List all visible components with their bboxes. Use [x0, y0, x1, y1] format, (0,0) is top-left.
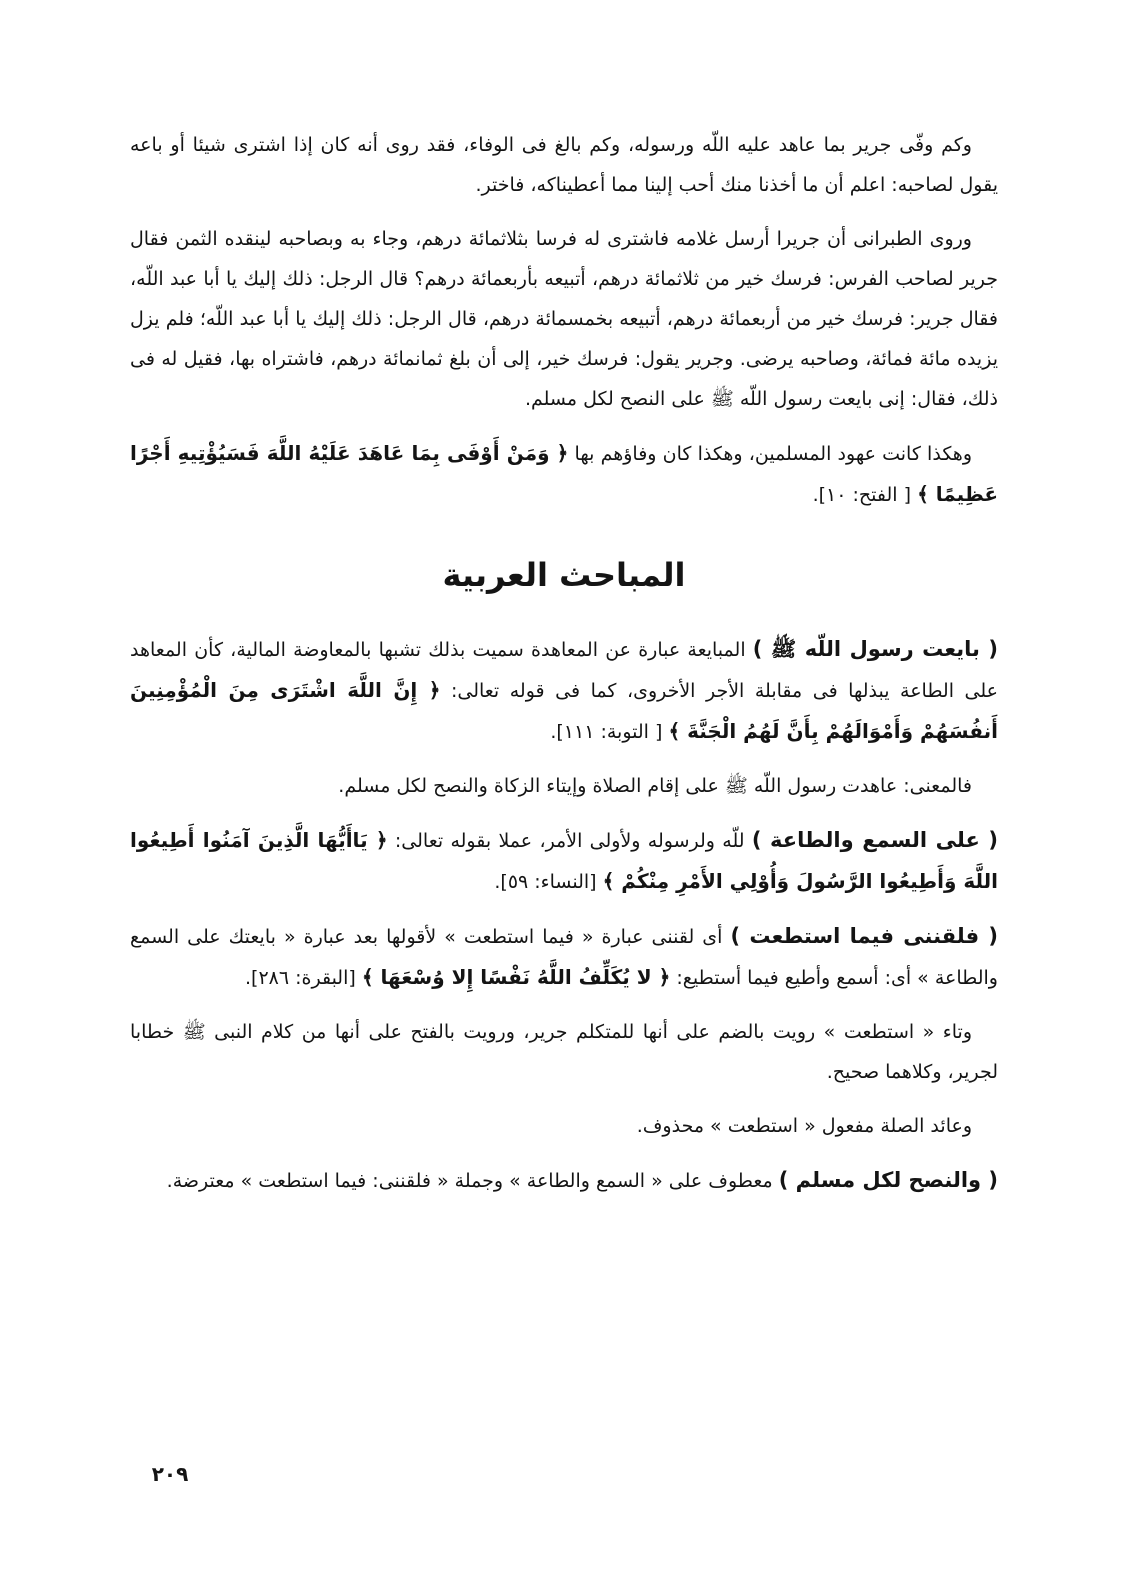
paragraph-hearing-obedience — [130, 820, 998, 902]
page-number: ٢٠٩ — [151, 1462, 189, 1486]
paragraph-nasiha — [130, 1160, 998, 1201]
paragraph-muslim-covenants — [130, 433, 998, 515]
term-explanation: للّه ولرسوله ولأولى الأمر، عملا بقوله تعالى: — [394, 830, 745, 852]
text-lead: وهكذا كانت عهود المسلمين، وهكذا كان وفاؤهم بها — [574, 443, 972, 465]
paragraph-relative-clause: وعائد الصلة مفعول « استطعت » محذوف. — [636, 1115, 972, 1137]
quran-verse-nisa: ﴿ يَاأَيُّهَا الَّذِينَ آمَنُوا أَطِيعُوا اللَّهَ وَأَطِيعُوا الرَّسُولَ وَأُوْلِي الأَمْرِ مِنْكُمْ ﴾ — [130, 828, 998, 893]
verse-reference: [النساء: ٥٩]. — [494, 871, 597, 893]
term-explanation: المبايعة عبارة عن المعاهدة سميت بذلك تشبها بالمعاوضة المالية، كأن المعاهد على الطاعة يبذلها فى مقابلة الأجر الأخروى، كما فى قوله تعالى: — [130, 639, 998, 702]
term-heading: ( فلقننى فيما استطعت ) — [730, 924, 998, 948]
quran-verse-fath: ﴿ وَمَنْ أَوْفَى بِمَا عَاهَدَ عَلَيْهُ اللَّهَ فَسَيُؤْتِيهِ أَجْرًا عَظِيمًا ﴾ — [130, 441, 998, 506]
paragraph-taa-istataat: وتاء « استطعت » رويت بالضم على أنها للمتكلم جرير، ورويت بالفتح على أنها من كلام النبى ﷺ خطابا لجرير، وكلاهما صحيح. — [130, 1021, 998, 1083]
quran-verse-tawba: ﴿ إِنَّ اللَّهَ اشْتَرَى مِنَ الْمُؤْمِنِينَ أَنفُسَهُمْ وَأَمْوَالَهُمْ بِأَنَّ لَهُمُ الْجَنَّةَ ﴾ — [130, 678, 998, 743]
paragraph-meaning: فالمعنى: عاهدت رسول اللّه ﷺ على إقام الصلاة وإيتاء الزكاة والنصح لكل مسلم. — [338, 775, 972, 797]
paragraph-jarir-fulfillment: وكم وفّى جرير بما عاهد عليه اللّه ورسوله، وكم بالغ فى الوفاء، فقد روى أنه كان إذا اشترى شيئا أو باعه يقول لصاحبه: اعلم أن ما أخذنا منك أحب إلينا مما أعطيناكه، فاختر. — [130, 134, 998, 196]
paragraph-tabarani-horse-story: وروى الطبرانى أن جريرا أرسل غلامه فاشترى له فرسا بثلاثمائة درهم، وجاء به وبصاحبه لينقده الثمن فقال جرير لصاحب الفرس: فرسك خير من ثلاثمائة درهم، أتبيعه بأربعمائة درهم؟ قال الرجل: ذلك إليك يا أبا عبد اللّه، فقال جرير: فرسك خير من أربعمائة درهم، أتبيعه بخمسمائة درهم، قال الرجل: ذلك إليك يا أبا عبد اللّه؛ فلم يزل يزيده مائة فمائة، وصاحبه يرضى. وجرير يقول: فرسك خير، إلى أن بلغ ثمانمائة درهم، فاشتراه بها، فقيل له فى ذلك، فقال: إنى بايعت رسول اللّه ﷺ على النصح لكل مسلم. — [130, 228, 998, 410]
term-explanation: معطوف على « السمع والطاعة » وجملة « فلقننى: فيما استطعت » معترضة. — [166, 1170, 773, 1192]
quran-verse-baqara: ﴿ لا يُكَلِّفُ اللَّهُ نَفْسًا إِلا وُسْعَهَا ﴾ — [361, 965, 671, 989]
term-heading: ( على السمع والطاعة ) — [751, 828, 999, 852]
term-heading: ( والنصح لكل مسلم ) — [778, 1168, 998, 1192]
verse-reference: [ التوبة: ١١١]. — [550, 721, 663, 743]
paragraph-laqqanani — [130, 916, 998, 998]
paragraph-bayat-explanation — [130, 629, 998, 752]
term-heading: ( بايعت رسول اللّه ﷺ ) — [752, 637, 998, 661]
document-page — [130, 125, 998, 1201]
term-explanation: أى لقننى عبارة « فيما استطعت » لأقولها بعد عبارة « بايعتك على السمع والطاعة » أى: أسمع وأطيع فيما أستطيع: — [130, 926, 998, 989]
section-heading: المباحث العربية — [442, 556, 686, 594]
verse-reference: [البقرة: ٢٨٦]. — [245, 967, 356, 989]
verse-reference: [ الفتح: ١٠]. — [812, 484, 912, 506]
